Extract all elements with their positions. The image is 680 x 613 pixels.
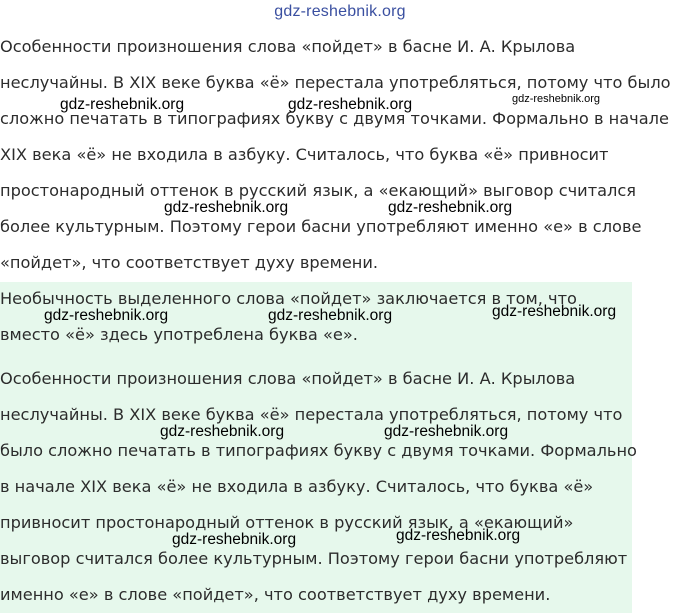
watermark: gdz-reshebnik.org: [160, 423, 285, 440]
text-line: выговор считался более культурным. Поэтому герои басни употребляют: [0, 549, 628, 568]
text-line: более культурным. Поэтому герои басни употребляют именно «е» в слове: [0, 217, 642, 236]
text-line: простонародный оттенок в русский язык, а «екающий» выговор считался: [0, 181, 637, 200]
watermark: gdz-reshebnik.org: [288, 96, 413, 113]
text-line: «пойдет», что соответствует духу времени.: [0, 253, 379, 272]
watermark: gdz-reshebnik.org: [388, 199, 513, 216]
text-line: в начале XIX века «ё» не входила в азбуку. Считалось, что буква «ё»: [0, 477, 594, 496]
watermark: gdz-reshebnik.org: [60, 96, 185, 113]
text-line: Необычность выделенного слова «пойдет» заключается в том, что: [0, 289, 577, 308]
text-line: именно «е» в слове «пойдет», что соответствует духу времени.: [0, 585, 551, 604]
watermark: gdz-reshebnik.org: [396, 527, 521, 544]
text-line: Особенности произношения слова «пойдет» в басне И. А. Крылова: [0, 37, 576, 56]
watermark: gdz-reshebnik.org: [384, 423, 509, 440]
site-header-link[interactable]: gdz-reshebnik.org: [274, 3, 406, 20]
text-line: Особенности произношения слова «пойдет» в басне И. А. Крылова: [0, 369, 576, 388]
text-line: сложно печатать в типографиях букву с двумя точками. Формально в начале: [0, 109, 669, 128]
watermark: gdz-reshebnik.org: [164, 199, 289, 216]
text-line: неслучайны. В XIX веке буква «ё» перестала употребляться, потому что было: [0, 73, 671, 92]
watermark: gdz-reshebnik.org: [172, 531, 297, 548]
watermark: gdz-reshebnik.org: [268, 307, 393, 324]
text-line: было сложно печатать в типографиях букву с двумя точками. Формально: [0, 441, 637, 460]
text-line: привносит простонародный оттенок в русский язык, а «екающий»: [0, 513, 574, 532]
watermark: gdz-reshebnik.org: [492, 303, 617, 320]
text-line: неслучайны. В XIX веке буква «ё» перестала употребляться, потому что: [0, 405, 623, 424]
watermark: gdz-reshebnik.org: [44, 307, 169, 324]
text-line: XIX века «ё» не входила в азбуку. Считалось, что буква «ё» привносит: [0, 145, 609, 164]
watermark: gdz-reshebnik.org: [512, 93, 601, 105]
text-line: вместо «ё» здесь употреблена буква «е».: [0, 325, 358, 344]
